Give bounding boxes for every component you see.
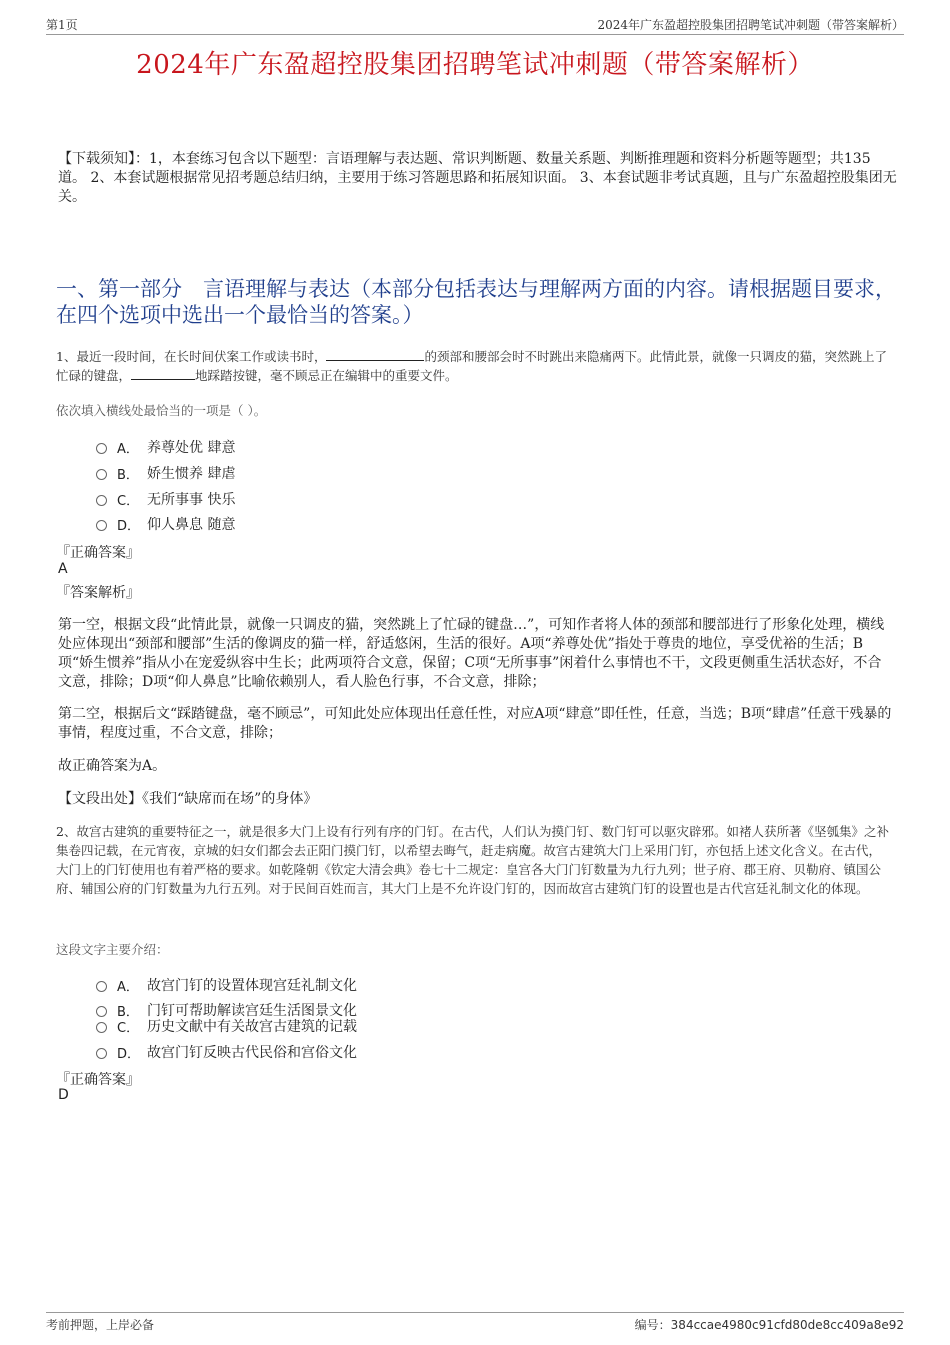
question-1-text-part: 的颈部和腰部会时不时跳出来隐痛两下。此情此景，就像一只调皮的猫，突然跳上了忙碌的键盘， xyxy=(56,349,887,383)
question-2-option-a[interactable] xyxy=(96,975,357,995)
radio-icon[interactable] xyxy=(96,1048,107,1059)
option-letter: B． xyxy=(117,467,139,483)
option-text: 历史文献中有关故宫古建筑的记载 xyxy=(147,1019,357,1035)
option-letter: D． xyxy=(117,518,141,534)
answer-label: 『正确答案』 xyxy=(56,545,140,561)
page-number: 第1页 xyxy=(46,18,78,32)
question-1-text xyxy=(56,347,892,385)
option-letter: A． xyxy=(117,441,139,457)
option-text: 门钉可帮助解读宫廷生活图景文化 xyxy=(147,1003,357,1019)
option-letter: B． xyxy=(117,1004,139,1020)
question-2-option-c[interactable] xyxy=(96,1016,357,1036)
question-1-option-b[interactable] xyxy=(96,463,235,483)
option-text: 故宫门钉反映古代民俗和宫俗文化 xyxy=(147,1045,357,1061)
option-letter: C． xyxy=(117,493,140,509)
section-title: 一、第一部分 言语理解与表达（本部分包括表达与理解两方面的内容。请根据题目要求，在四个选项中选出一个最恰当的答案。） xyxy=(56,277,896,327)
fill-blank-1 xyxy=(326,348,424,361)
page-footer xyxy=(46,1312,904,1333)
answer-value: D xyxy=(58,1087,69,1103)
footer-code xyxy=(635,1316,904,1333)
question-1-prompt: 依次填入横线处最恰当的一项是（ ）。 xyxy=(56,403,267,418)
question-2-prompt: 这段文字主要介绍： xyxy=(56,942,169,957)
radio-icon[interactable] xyxy=(96,469,107,480)
footer-code-label: 编号： xyxy=(634,1318,671,1332)
radio-icon[interactable] xyxy=(96,981,107,992)
header-doc-title: 2024年广东盈超控股集团招聘笔试冲刺题（带答案解析） xyxy=(597,18,904,32)
analysis-paragraph-1: 第一空，根据文段“此情此景，就像一只调皮的猫，突然跳上了忙碌的键盘…”，可知作者将人体的颈部和腰部进行了形象化处理，横线处应体现出“颈部和腰部”生活的像调皮的猫一样，舒适悠闲，生活的很好。A项“养尊处优”指处于尊贵的地位，享受优裕的生活；B项“娇生惯养”指从小在宠爱纵容中生长；此两项符合文意，保留；C项“无所事事”闲着什么事情也不干，文段更侧重生活状态好，不合文意，排除；D项“仰人鼻息”比喻依赖别人，看人脸色行事，不合文意，排除； xyxy=(58,617,885,690)
answer-value: A xyxy=(58,561,68,577)
document-title: 2024年广东盈超控股集团招聘笔试冲刺题（带答案解析） xyxy=(136,50,814,80)
question-1-option-d[interactable] xyxy=(96,514,235,534)
footer-code-value: 384ccae4980c91cfd80de8cc409a8e92 xyxy=(670,1318,904,1332)
answer-label: 『正确答案』 xyxy=(56,1072,140,1088)
question-1-text-part: 地踩踏按键，毫不顾忌正在编辑中的重要文件。 xyxy=(195,368,458,383)
option-letter: C． xyxy=(117,1020,140,1036)
question-2-text: 2、故宫古建筑的重要特征之一，就是很多大门上设有行列有序的门钉。在古代，人们认为摸门钉、数门钉可以驱灾辟邪。如褚人获所著《坚瓠集》之补集卷四记载，在元宵夜，京城的妇女们都会去正阳门摸门钉，以希望去晦气，赶走病魔。故宫古建筑大门上采用门钉，亦包括上述文化含义。在古代，大门上的门钉使用也有着严格的要求。如乾隆朝《钦定大清会典》卷七十二规定：皇宫各大门门钉数量为九行九列；世子府、郡王府、贝勒府、镇国公府、辅国公府的门钉数量为九行五列。对于民间百姓而言，其大门上是不允许设门钉的，因而故宫古建筑门钉的设置也是古代宫廷礼制文化的体现。 xyxy=(56,824,889,896)
option-letter: A． xyxy=(117,979,139,995)
download-notice: 【下载须知】：1，本套练习包含以下题型：言语理解与表达题、常识判断题、数量关系题、判断推理题和资料分析题等题型；共135道。 2、本套试题根据常见招考题总结归纳，主要用于练习答题思路和拓展知识面。 3、本套试题非考试真题，且与广东盈超控股集团无关。 xyxy=(58,151,897,205)
question-1-option-a[interactable] xyxy=(96,437,235,457)
radio-icon[interactable] xyxy=(96,443,107,454)
radio-icon[interactable] xyxy=(96,1022,107,1033)
radio-icon[interactable] xyxy=(96,495,107,506)
footer-slogan: 考前押题，上岸必备 xyxy=(46,1318,155,1332)
question-1-option-c[interactable] xyxy=(96,489,235,509)
passage-source: 【文段出处】《我们“缺席而在场”的身体》 xyxy=(58,791,318,807)
option-text: 养尊处优 肆意 xyxy=(147,440,236,456)
question-1-text-part: 1、最近一段时间，在长时间伏案工作或读书时， xyxy=(56,349,327,364)
option-letter: D． xyxy=(117,1046,141,1062)
question-2-option-d[interactable] xyxy=(96,1042,357,1062)
option-text: 仰人鼻息 随意 xyxy=(147,517,236,533)
analysis-conclusion: 故正确答案为A。 xyxy=(58,758,167,774)
option-text: 故宫门钉的设置体现宫廷礼制文化 xyxy=(147,978,357,994)
fill-blank-2 xyxy=(131,367,195,380)
analysis-label: 『答案解析』 xyxy=(56,585,140,601)
analysis-paragraph-2: 第二空，根据后文“踩踏键盘，毫不顾忌”，可知此处应体现出任意任性，对应A项“肆意”即任性，任意，当选；B项“肆虐”任意干残暴的事情，程度过重，不合文意，排除； xyxy=(58,706,892,741)
option-text: 娇生惯养 肆虐 xyxy=(147,466,236,482)
page-header xyxy=(46,14,904,35)
radio-icon[interactable] xyxy=(96,520,107,531)
option-text: 无所事事 快乐 xyxy=(147,492,236,508)
